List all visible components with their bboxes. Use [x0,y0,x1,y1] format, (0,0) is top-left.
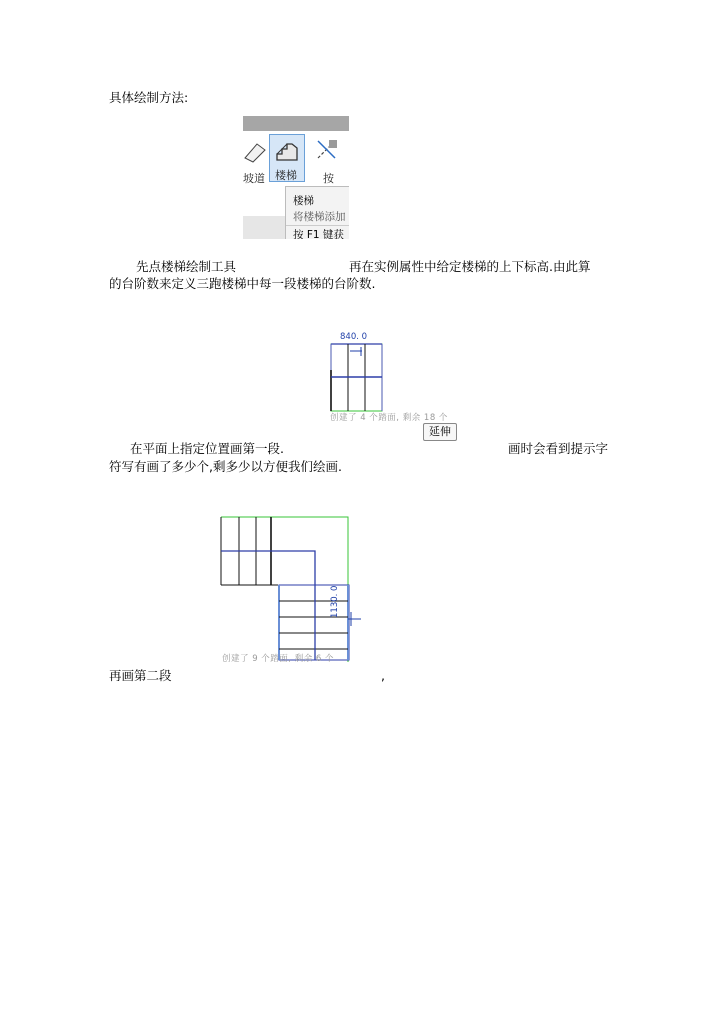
fig2-dimension: 1130. 0 [330,585,340,618]
fig2-hint: 创建了 9 个踏面, 剩余 6 个 [222,654,335,664]
cut-label: 按 [323,172,334,185]
section-heading: 具体绘制方法: [109,90,189,105]
para3-comma: , [381,668,385,683]
ramp-icon [243,138,267,164]
second-flight-sketch [215,512,375,662]
cut-icon [315,138,341,164]
para1-line2: 的台阶数来定义三跑楼梯中每一段楼梯的台阶数. [109,276,376,291]
para1-line1-end: 再在实例属性中给定楼梯的上下标高.由此算 [349,259,591,274]
menu-help-hint: 按 F1 键获 [293,229,344,239]
para2-line1-end: 画时会看到提示字 [508,441,609,456]
para1-line1-start: 先点楼梯绘制工具 [136,259,237,274]
stairs-label: 楼梯 [275,169,297,182]
para3-text: 再画第二段 [109,668,172,683]
para2-line1-start: 在平面上指定位置画第一段. [130,441,284,456]
stairs-button[interactable] [269,134,305,182]
menu-description: 将楼梯添加 [293,211,346,223]
ribbon-screenshot [243,116,349,239]
ribbon-panel-footer [243,216,285,239]
stairs-tooltip-menu [285,186,349,239]
extend-tooltip: 延伸 [423,423,457,441]
para2-line2: 符写有画了多少个,剩多少以方便我们绘画. [109,459,342,474]
fig1-dimension: 840. 0 [340,332,368,342]
ramp-label: 坡道 [243,172,265,185]
stairs-icon [273,138,301,164]
ribbon-title-bar [243,116,349,131]
menu-title: 楼梯 [293,195,314,207]
fig1-hint: 创建了 4 个踏面, 剩余 18 个 [330,413,448,423]
menu-divider [286,225,349,226]
